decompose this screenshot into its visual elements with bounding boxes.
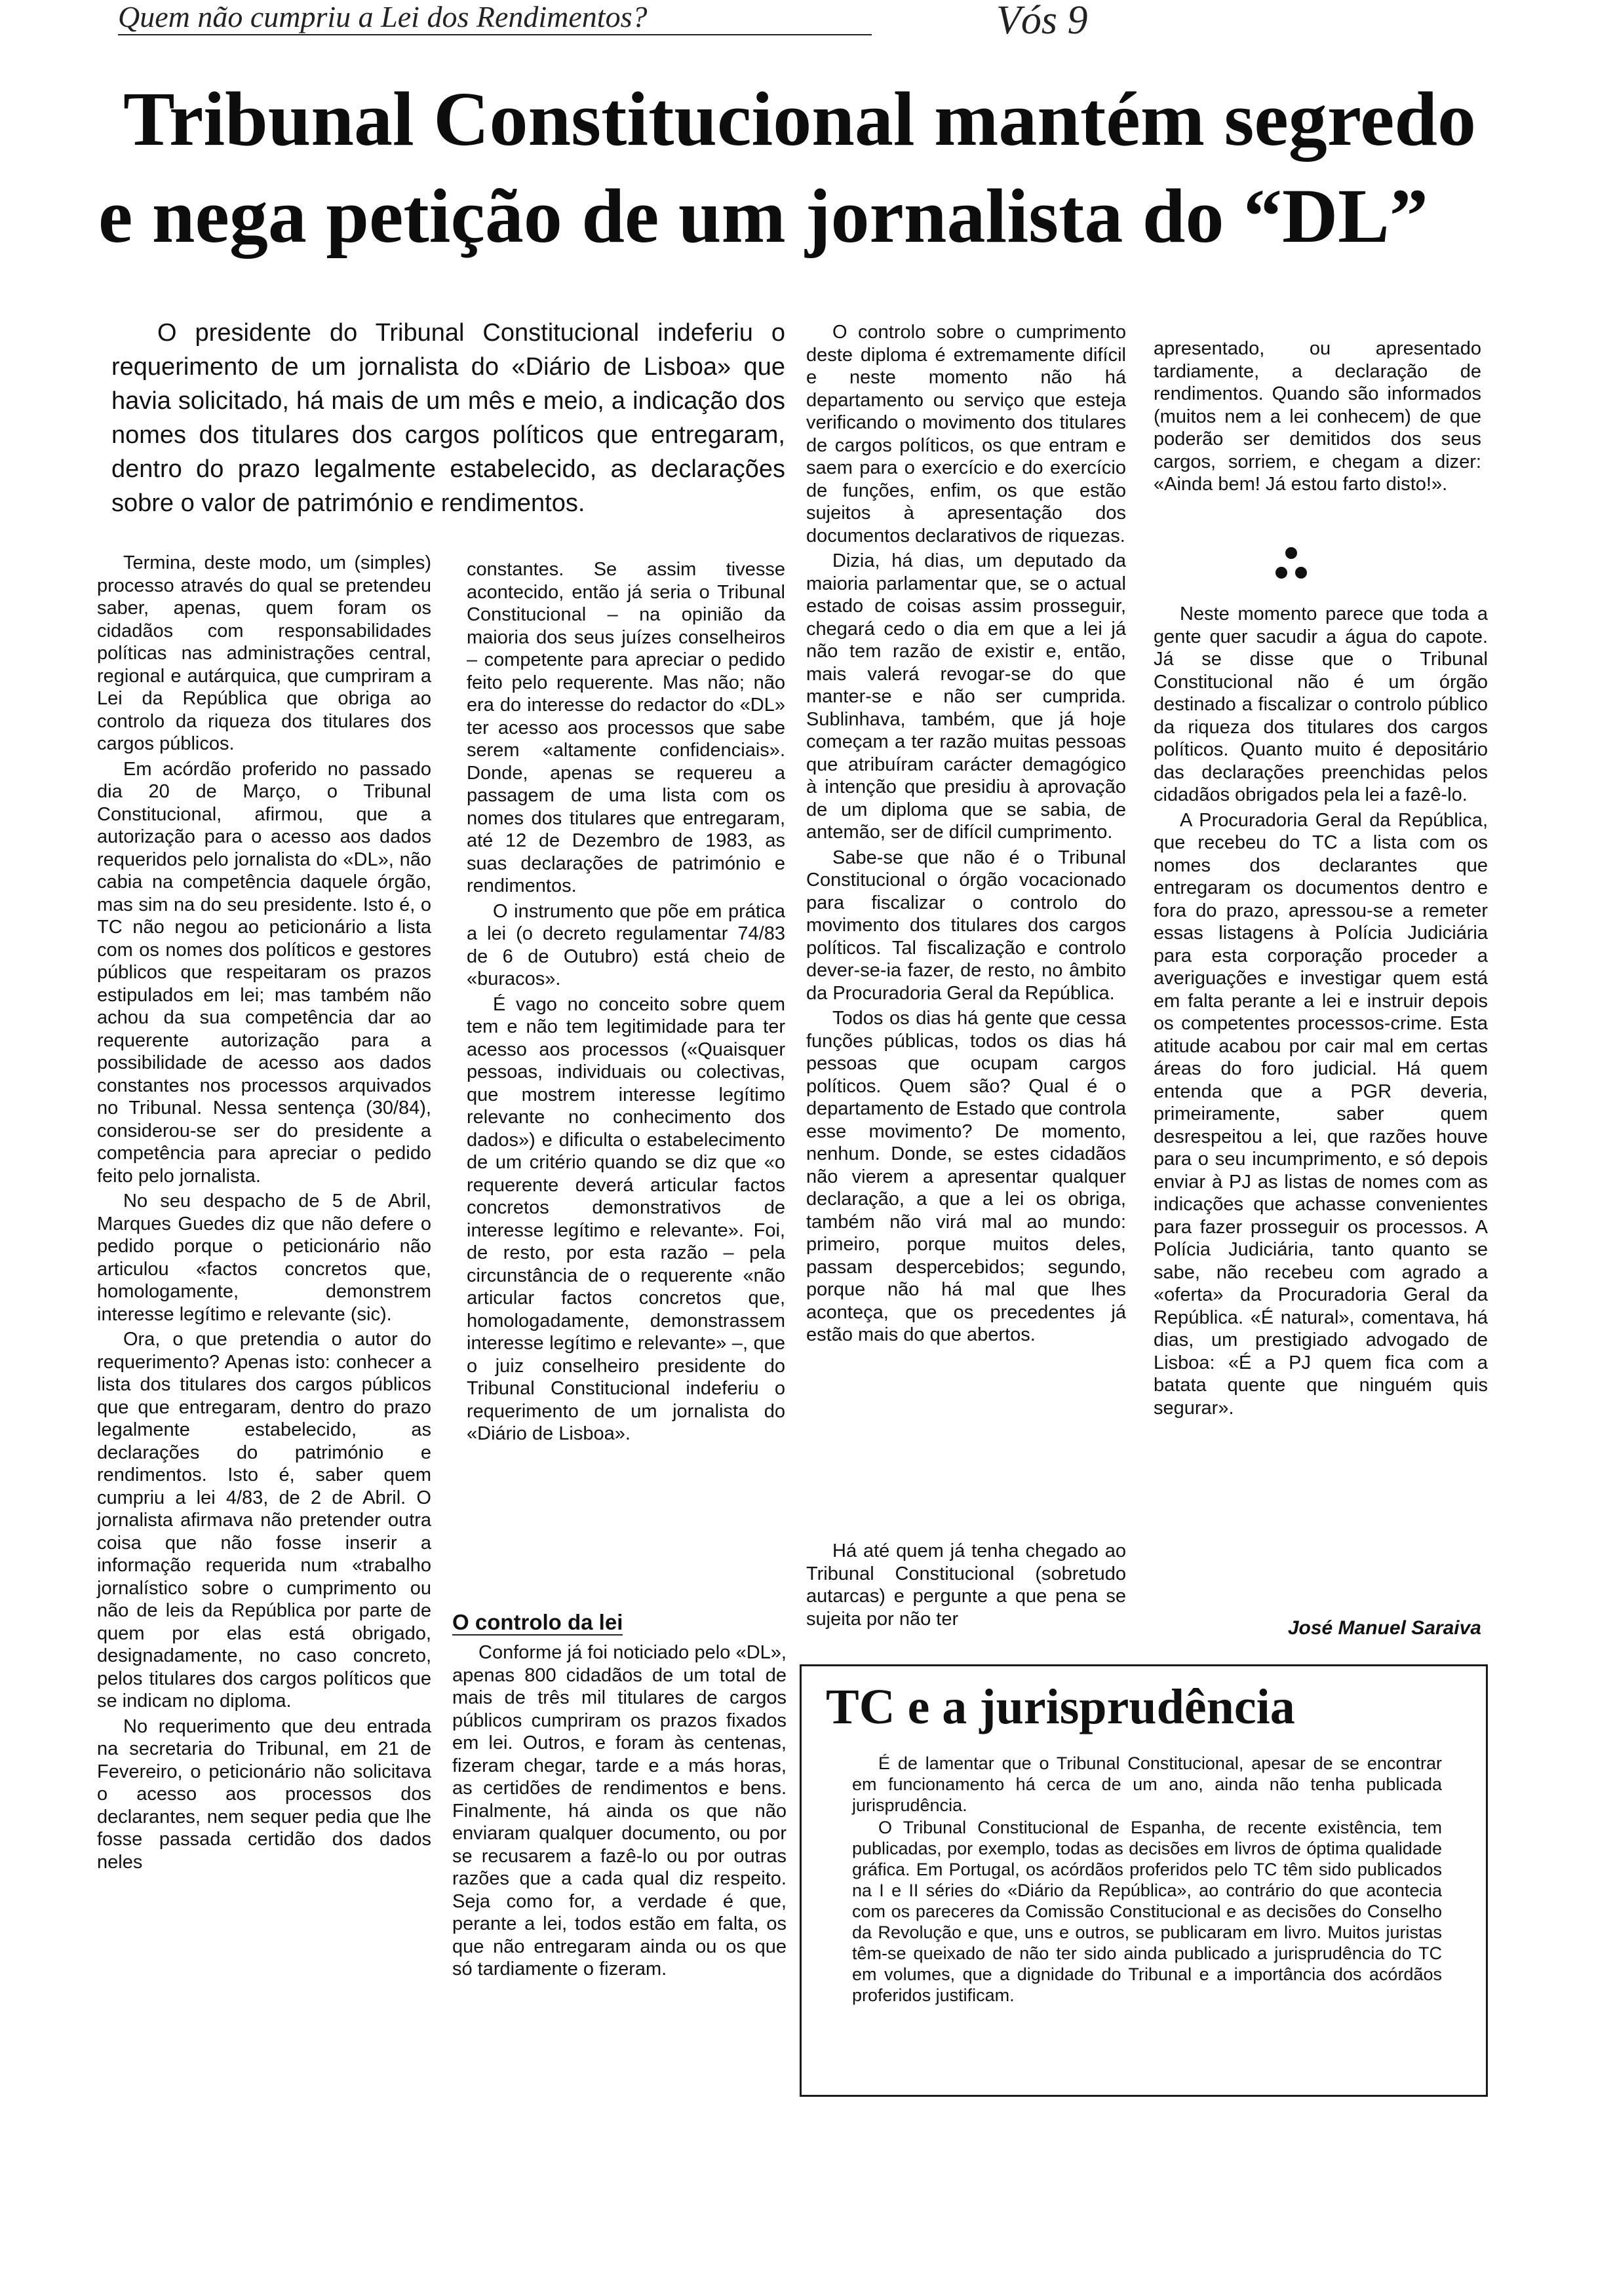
byline: José Manuel Saraiva [1287,1617,1481,1639]
paragraph: Termina, deste modo, um (simples) processo através do qual se pretendeu saber, apenas, quem foram os cidadãos com responsabilidades políticas nas administrações central, regional e autárquica, que cumpriram a Lei da República que obriga ao controlo da riqueza dos titulares dos cargos públicos. [97,552,431,754]
article-column-3-lower [806,1540,1126,1664]
headline-line-1: Tribunal Constitucional mantém segredo [123,76,1477,162]
paragraph: Sabe-se que não é o Tribunal Constitucional o órgão vocacionado para fiscalizar o controlo do movimento dos titulares dos cargos políticos. Tal fiscalização e controlo dever-se-ia fazer, de resto, no âmbito da Procuradoria Geral da República. [806,847,1126,1004]
kicker: Quem não cumpriu a Lei dos Rendimentos? [118,0,872,35]
lead-paragraph: O presidente do Tribunal Constitucional indeferiu o requerimento de um jornalista do «Diário de Lisboa» que havia solicitado, há mais de um mês e meio, a indicação dos nomes dos titulares dos cargos políticos que entregaram, dentro do prazo legalmente estabelecido, as declarações sobre o valor de património e rendimentos. [111,319,785,517]
article-column-4-lower [1154,603,1488,1612]
article-column-4 [1154,337,1481,554]
paragraph: Ora, o que pretendia o autor do requerimento? Apenas isto: conhecer a lista dos titulares dos cargos públicos que que entregaram, dentro do prazo legalmente estabelecido, as declarações do património e rendimentos. Isto é, saber quem cumpriu a lei 4/83, de 2 de Abril. O jornalista afirmava não pretender outra coisa que não fosse inserir a informação requerida num «trabalho jornalístico sobre o cumprimento ou não de leis da República por parte de quem por elas está obrigado, designadamente, no caso concreto, pelos titulares dos cargos políticos que se indicam no diploma. [97,1329,431,1712]
article-column-3 [806,321,1126,1345]
sidebar-box-body [852,1753,1442,2080]
paragraph: O controlo sobre o cumprimento deste diploma é extremamente difícil e neste momento não há departamento ou serviço que esteja verificando o movimento dos titulares de cargos políticos, os que entram e saem para o exercício e do exercício de funções, enfim, os que estão sujeitos à apresentação dos documentos declarativos de riquezas. [806,322,1126,546]
handwritten-note: Vós 9 [996,0,1088,43]
article-column-2 [467,558,785,1594]
headline-line-2: e nega petição de um jornalista do “DL” [98,173,1428,259]
paragraph: apresentado, ou apresentado tardiamente, a declaração de rendimentos. Quando são informados (muitos nem a lei conhecem) de que poderão ser demitidos dos seus cargos, sorriem, e chegam a dizer: «Ainda bem! Já estou farto disto!». [1154,338,1481,495]
paragraph: constantes. Se assim tivesse acontecido, então já seria o Tribunal Constitucional – na opinião da maioria dos seus juízes conselheiros – competente para apreciar o pedido feito pelo requerente. Mas não; não era do interesse do redactor do «DL» ter acesso aos processos que sabe serem «altamente confidenciais». Donde, apenas se requereu a passagem de uma lista com os nomes dos titulares que entregaram, até 12 de Dezembro de 1983, as suas declarações de património e rendimentos. [467,559,785,896]
article-column-2-lower [452,1641,787,2061]
paragraph: Todos os dias há gente que cessa funções públicas, todos os dias há pessoas que ocupam cargos políticos. Quem são? Qual é o departamento de Estado que controla esse movimento? De momento, nenhum. Donde, se estes cidadãos não vierem a apresentar qualquer declaração, a que a lei os obriga, também não virá mal ao mundo: primeiro, porque muitos deles, passam despercebidos; segundo, porque não há mal que lhes aconteça, que os precedentes já estão mais do que abertos. [806,1008,1126,1345]
headline [98,71,1527,267]
subheading-controlo: O controlo da lei [452,1610,623,1634]
sidebar-box-title: TC e a jurisprudência [826,1679,1295,1734]
article-column-1 [97,552,431,2085]
paragraph: O Tribunal Constitucional de Espanha, de recente existência, tem publicadas, por exemplo, todas as decisões em livros de óptima qualidade gráfica. Em Portugal, os acórdãos proferidos pelo TC têm sido publicados na I e II séries do «Diário da República», ao contrário do que acontecia com os pareceres da Comissão Constitucional e as decisões do Conselho da Revolução e que, uns e outros, se publicaram em livro. Muitos juristas têm-se queixado de não ter sido ainda publicado a jurisprudência do TC em volumes, que a dignidade do Tribunal e a importância dos acórdãos proferidos justificam. [852,1818,1442,2005]
paragraph: Há até quem já tenha chegado ao Tribunal Constitucional (sobretudo autarcas) e pergunte a que pena se sujeita por não ter [806,1540,1126,1630]
paragraph: É vago no conceito sobre quem tem e não tem legitimidade para ter acesso aos processos («Quaisquer pessoas, individuais ou colectivas, que mostrem interesse legítimo relevante no conhecimento dos dados») e dificulta o estabelecimento de um critério quando se diz que «o requerente deverá articular factos concretos demonstrativos de interesse legítimo e relevante». Foi, de resto, por esta razão – pela circunstância de o requerente «não articular factos concretos que, homologadamente, demonstrassem interesse legítimo e relevante» –, que o juiz conselheiro presidente do Tribunal Constitucional indeferiu o requerimento de um jornalista do «Diário de Lisboa». [467,993,785,1444]
paragraph: É de lamentar que o Tribunal Constitucional, apesar de se encontrar em funcionamento há cerca de um ano, ainda não tenha publicada jurisprudência. [852,1753,1442,1815]
paragraph: No seu despacho de 5 de Abril, Marques Guedes diz que não defere o pedido porque o peticionário não articulou «factos concretos que, homologamente, demonstrem interesse legítimo e relevante (sic). [97,1191,431,1325]
section-divider-dots [1268,544,1314,590]
paragraph: Neste momento parece que toda a gente quer sacudir a água do capote. Já se disse que o Tribunal Constitucional não é um órgão destinado a fiscalizar o controlo público da riqueza dos titulares dos cargos políticos. Quanto muito é depositário das declarações preenchidas pelos cidadãos obrigados pela lei a fazê-lo. [1154,603,1488,805]
paragraph: Dizia, há dias, um deputado da maioria parlamentar que, se o actual estado de coisas assim prosseguir, chegará cedo o dia em que a lei já não tem razão de existir e, então, mais valerá revogar-se do que manter-se e não ser cumprida. Sublinhava, também, que já hoje começam a ter razão muitas pessoas que atribuíram carácter demagógico à intenção que presidiu à aprovação de um diploma que se sabia, de antemão, ser de difícil cumprimento. [806,550,1126,843]
paragraph: A Procuradoria Geral da República, que recebeu do TC a lista com os nomes dos declarantes que entregaram os documentos dentro e fora do prazo, apressou-se a remeter essas listagens à Polícia Judiciária para esta corporação proceder a averiguações e investigar quem está em falta perante a lei e instruir depois os competentes processos-crime. Esta atitude acabou por cair mal em certas áreas do foro judicial. Há quem entenda que a PGR deveria, primeiramente, saber quem desrespeitou a lei, que razões houve para o seu incumprimento, e só depois enviar à PJ as listas de nomes com as indicações que achasse convenientes para fazer prosseguir os processos. A Polícia Judiciária, tanto quanto se sabe, não recebeu com agrado a «oferta» da Procuradoria Geral da República. «É natural», comentava, há dias, um prestigiado advogado de Lisboa: «É a PJ quem fica com a batata quente que ninguém quis segurar». [1154,809,1488,1419]
paragraph: Conforme já foi noticiado pelo «DL», apenas 800 cidadãos de um total de mais de três mil titulares de cargos públicos cumpriram os prazos fixados em lei. Outros, e foram às centenas, fizeram chegar, tarde e a más horas, as certidões de rendimentos e bens. Finalmente, há ainda os que não enviaram qualquer documento, ou por se recusarem a fazê-lo ou por outras razões que a cada qual diz respeito. Seja como for, a verdade é que, perante a lei, todos estão em falta, os que não entregaram ainda ou os que só tardiamente o fizeram. [452,1642,787,1980]
divider-dot [1285,547,1297,559]
divider-dot [1295,567,1307,579]
divider-dot [1275,567,1287,579]
paragraph: No requerimento que deu entrada na secretaria do Tribunal, em 21 de Fevereiro, o peticionário não solicitava o acesso aos processos dos declarantes, nem sequer pedia que lhe fosse passada certidão dos dados neles [97,1715,431,1873]
paragraph: Em acórdão proferido no passado dia 20 de Março, o Tribunal Constitucional, afirmou, que a autorização para o acesso aos dados requeridos pelo jornalista do «DL», não cabia na competência daquele órgão, mas sim na do seu presidente. Isto é, o TC não negou ao peticionário a lista com os nomes dos políticos e gestores públicos que respeitaram os prazos estipulados em lei; mas também não achou da sua competência dar ao requerente autorização para a possibilidade de acesso aos dados constantes nos processos arquivados no Tribunal. Nessa sentença (30/84), considerou-se ser do presidente a competência para apreciar o pedido feito pelo jornalista. [97,758,431,1187]
paragraph: O instrumento que põe em prática a lei (o decreto regulamentar 74/83 de 6 de Outubro) está cheio de «buracos». [467,900,785,989]
